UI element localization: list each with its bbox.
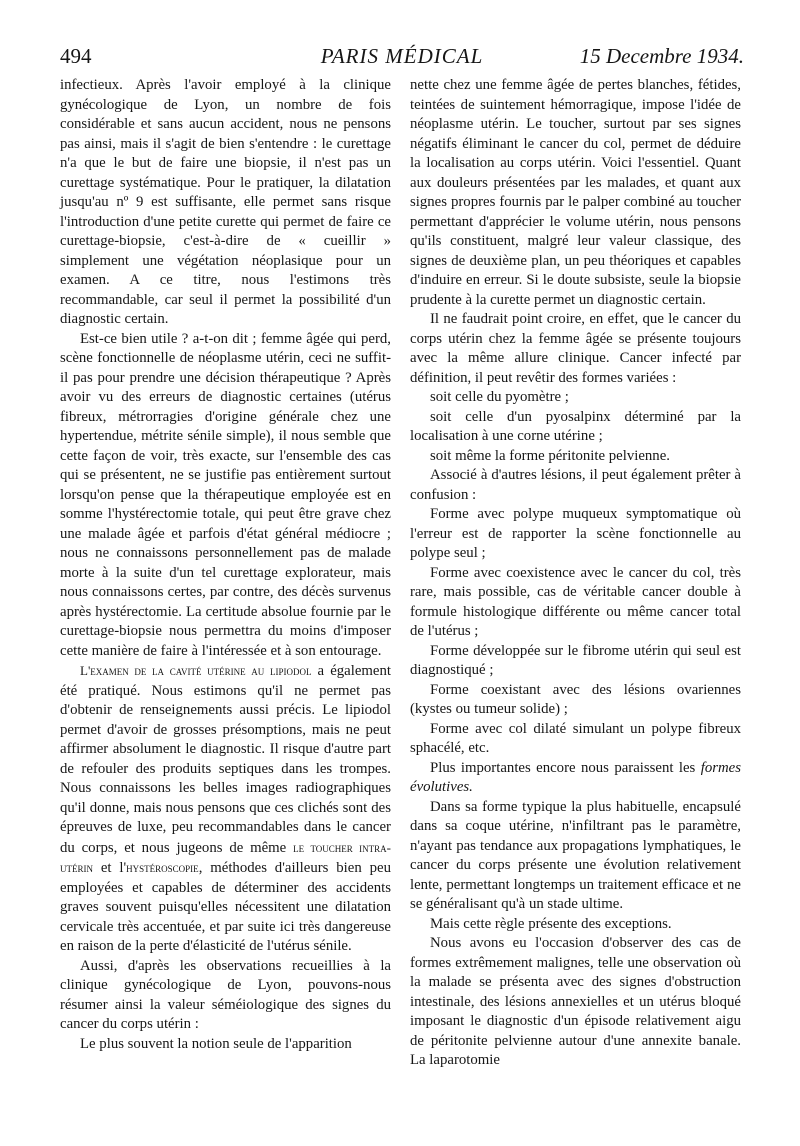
- paragraph: Nous avons eu l'occasion d'observer des cas de formes extrêmement malignes, telle une observation où la malade se présenta avec des signes d'obstruction intestinale, des lésions annexielles et un utérus bloqué imposant le diagnostic d'un épisode relativement aigu de péritonite pelvienne autour d'une annexite banale. La laparotomie: [410, 935, 741, 1068]
- right-column: [410, 76, 741, 1071]
- paragraph: Dans sa forme typique la plus habituelle, encapsulé dans sa coque utérine, n'infiltrant pas le paramètre, n'ayant pas tendance aux propagations lymphatiques, le cancer du corps présente une évolution relativement lente, permettant longtemps un traitement efficace et ne se généralisant qu'à un stade ultime.: [410, 798, 741, 912]
- paragraph: Associé à d'autres lésions, il peut également prêter à confusion :: [410, 467, 741, 503]
- paragraph: Est-ce bien utile ? a-t-on dit ; femme âgée qui perd, scène fonctionnelle de néoplasme utérin, ceci ne suffit-il pas pour prendre une décision thérapeutique ? Après avoir vu des erreurs de diagnostic certaines (utérus fibreux, métrorragies d'origine générale chez une hypertendue, métrite sénile simple), il nous semble que cette façon de voir, très exacte, sur l'ensemble des cas qui se présentent, ne se justifie pas entièrement surtout lorsqu'on pense que la thérapeutique employée est en somme l'hystérectomie totale, qui peut être grave chez une malade âgée et parfois d'état général médiocre ; nous ne connaissons personnellement pas de malade morte à la suite d'un tel curettage explorateur, mais nous connaissons certes, par contre, des décès survenus après hystérectomie. La certitude absolue fournie par le curettage-biopsie nous permettra du moins d'imposer cette manière de faire à l'intéressée et à son entourage.: [60, 330, 391, 659]
- list-item: Forme développée sur le fibrome utérin qui seul est diagnostiqué ;: [410, 642, 741, 678]
- issue-date: 15 Decembre 1934.: [579, 44, 744, 68]
- list-item: soit même la forme péritonite pelvienne.: [430, 447, 670, 464]
- paragraph: infectieux. Après l'avoir employé à la clinique gynécologique de Lyon, un nombre de fois considérable et sans aucun accident, nous ne pensons pas ainsi, mais il s'agit de bien s'entendre : le curettage n'a que le but de faire une biopsie, il n'est pas un curettage systématique. Pour le pratiquer, la dilatation jusqu'au nº 9 est suffisante, elle permet sans risque l'introduction d'une petite curette qui permet de faire ce curettage-biopsie, c'est-à-dire de « cueillir » simplement une végétation néoplasique pour un examen. A ce titre, nous l'estimons très recommandable, car seul il permet la possibilité d'un diagnostic certain.: [60, 77, 391, 327]
- paragraph: Aussi, d'après les observations recueillies à la clinique gynécologique de Lyon, pouvons-nous résumer ainsi la valeur séméiologique des signes du cancer du corps utérin :: [60, 957, 391, 1032]
- paragraph: nette chez une femme âgée de pertes blanches, fétides, teintées de suintement hémorragique, impose l'idée de néoplasme utérin. Le toucher, surtout par ses signes négatifs éliminant le cancer du col, permet de déduire la localisation au corps utérin. Voici l'essentiel. Quant aux douleurs présentées par les malades, et quant aux signes propres fournis par le palper combiné au toucher permettant d'apprécier le volume utérin, nous pensons qu'ils constituent, malgré leur valeur classique, des signes de deuxième plan, un peu théoriques et capables d'induire en erreur. Si le doute subsiste, seule la biopsie prudente à la curette permet un diagnostic certain.: [410, 77, 741, 308]
- paragraph-lipiodol: L'examen de la cavité utérine au lipiodol a également été pratiqué. Nous estimons qu'il ne permet pas d'obtenir de renseignements aussi précis. Le lipiodol permet d'avoir de grosses présomptions, mais ne peut affirmer absolument le diagnostic. Il risque d'autre part de refouler des produits septiques dans les trompes. Nous connaissons les belles images radiographiques qu'il donne, mais nous pensons que ces clichés sont des épreuves de luxe, peu recommandables dans le cancer du corps, et nous jugeons de même le toucher intra-utérin et l'hystéroscopie, méthodes d'ailleurs bien peu employées et capables de déterminer des accidents graves souvent puisqu'elles nécessitent une dilatation cervicale très accentuée, et par suite ici très dangereuse en raison de la perte d'élasticité de l'utérus sénile.: [60, 663, 392, 954]
- inline-term: hystéroscopie: [126, 860, 199, 875]
- italic-term: formes évolutives.: [410, 759, 741, 795]
- paragraph: Plus importantes encore nous paraissent les formes évolutives.: [410, 759, 741, 795]
- inline-term: le toucher intra-utérin: [60, 839, 391, 875]
- section-run-in-heading: L'examen de la cavité utérine au lipiodol: [80, 663, 312, 678]
- list-item: soit celle d'un pyosalpinx déterminé par la localisation à une corne utérine ;: [410, 408, 741, 444]
- left-column: [60, 76, 391, 1054]
- list-item: Forme avec polype muqueux symptomatique où l'erreur est de rapporter la scène fonctionnelle au polype seul ;: [410, 506, 741, 561]
- journal-title: PARIS MÉDICAL: [320, 44, 484, 68]
- paragraph: Le plus souvent la notion seule de l'apparition: [80, 1035, 352, 1052]
- page-number: 494: [60, 44, 92, 68]
- list-item: Forme avec coexistence avec le cancer du col, très rare, mais possible, cas de véritable cancer double à formule histologique différente ou même cancer total de l'utérus ;: [410, 564, 741, 639]
- list-item: soit celle du pyomètre ;: [430, 389, 569, 405]
- list-item: Forme avec col dilaté simulant un polype fibreux sphacélé, etc.: [410, 720, 741, 756]
- paragraph: Mais cette règle présente des exceptions.: [430, 915, 672, 932]
- paragraph: Il ne faudrait point croire, en effet, que le cancer du corps utérin chez la femme âgée se présente toujours avec la même allure clinique. Cancer infecté par définition, il peut revêtir des formes variées :: [410, 311, 741, 386]
- page-header: [60, 44, 744, 72]
- list-item: Forme coexistant avec des lésions ovariennes (kystes ou tumeur solide) ;: [410, 681, 741, 717]
